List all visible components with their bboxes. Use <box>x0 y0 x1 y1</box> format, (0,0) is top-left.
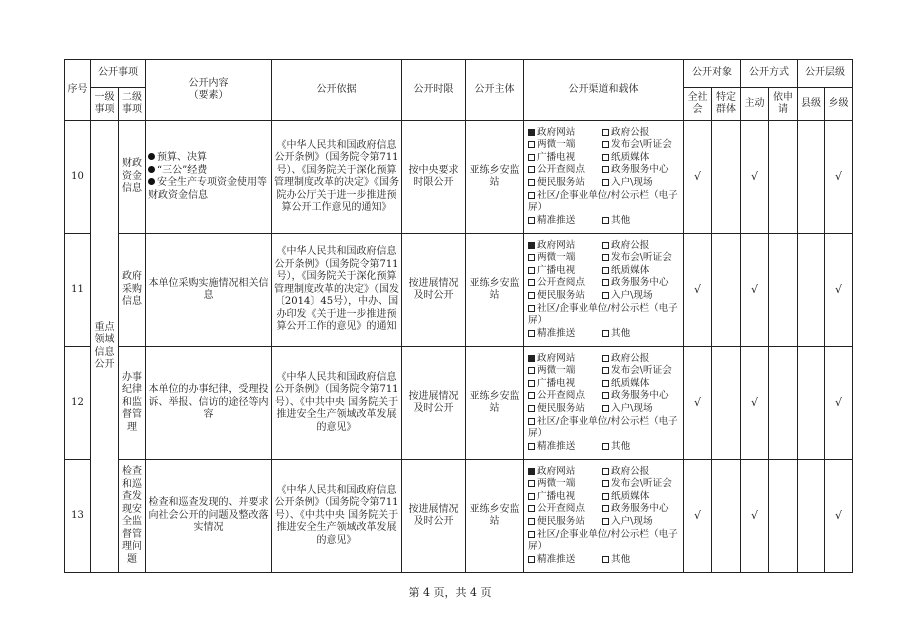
target-all-mark: √ <box>684 460 712 573</box>
target-all-mark: √ <box>684 234 712 347</box>
checkbox-icon <box>528 192 535 199</box>
channel-option: 其他 <box>602 554 681 567</box>
checkbox-icon <box>602 254 609 261</box>
channel-option: 两微一端 <box>528 139 600 152</box>
channel-option: 社区/企事业单位/村公示栏（电子屏） <box>528 528 678 553</box>
channel-option: 两微一端 <box>528 478 600 491</box>
level1-item: 重点领域信息公开 <box>91 121 119 573</box>
checkbox-icon <box>602 556 609 563</box>
channel-option: 政务服务中心 <box>602 277 681 290</box>
channel-option: 政府公报 <box>602 127 681 140</box>
bullet-dot-icon <box>148 153 155 160</box>
basis-cell: 《中华人民共和国政府信息公开条例》（国务院令第711号），《国务院关于深化预算管理制度改革的决定》（国发〔2014〕45号），中办、国办印发《关于进一步推进预算公开工作的意见》的通知 <box>272 234 402 347</box>
method-active-mark: √ <box>741 234 769 347</box>
channel-option: 公开查阅点 <box>528 164 600 177</box>
basis-cell: 《中华人民共和国政府信息公开条例》（国务院令第711号）、《国务院关于深化预算管理制度改革的决定》《国务院办公厅关于进一步推进预算公开工作意见的通知》 <box>272 121 402 234</box>
checkbox-icon <box>528 531 535 538</box>
channel-option: 精准推送 <box>528 215 600 228</box>
channel-option: 发布会\听证会 <box>602 478 681 491</box>
header-method-apply: 依申请 <box>769 88 798 121</box>
channel-option: 政务服务中心 <box>602 503 681 516</box>
row-number: 10 <box>65 121 91 234</box>
row-number: 13 <box>65 460 91 573</box>
checkbox-icon <box>528 518 535 525</box>
channel-option: 纸质媒体 <box>602 265 681 278</box>
channel-option: 政府公报 <box>602 466 681 479</box>
header-level-township: 乡级 <box>825 88 853 121</box>
method-active-mark: √ <box>741 460 769 573</box>
level-county-mark <box>798 121 825 234</box>
checkbox-icon <box>602 392 609 399</box>
header-level2: 二级事项 <box>119 88 146 121</box>
channel-option: 广播电视 <box>528 265 600 278</box>
checkbox-icon <box>602 367 609 374</box>
checkbox-icon <box>528 367 535 374</box>
checkbox-icon <box>528 480 535 487</box>
channel-option: 政府网站 <box>528 466 600 479</box>
subject-cell: 亚练乡安监站 <box>466 347 524 460</box>
channel-option: 政府公报 <box>602 353 681 366</box>
checkbox-icon <box>528 305 535 312</box>
channel-option: 广播电视 <box>528 491 600 504</box>
channel-option: 政务服务中心 <box>602 164 681 177</box>
checkbox-icon <box>602 468 609 475</box>
channel-list <box>526 240 681 341</box>
row-number: 12 <box>65 347 91 460</box>
target-specific-mark <box>712 347 741 460</box>
header-target-specific: 特定群体 <box>712 88 741 121</box>
channel-option: 入户\现场 <box>602 403 681 416</box>
checkbox-icon <box>602 129 609 136</box>
level-township-mark: √ <box>825 234 853 347</box>
checkbox-icon <box>528 279 535 286</box>
channel-option: 纸质媒体 <box>602 152 681 165</box>
header-basis: 公开依据 <box>272 60 402 121</box>
checkbox-icon <box>602 154 609 161</box>
checkbox-icon <box>602 405 609 412</box>
channel-option: 发布会\听证会 <box>602 252 681 265</box>
bullet-dot-icon <box>148 166 155 173</box>
channel-option: 入户\现场 <box>602 516 681 529</box>
channel-option: 公开查阅点 <box>528 277 600 290</box>
table-row <box>65 121 853 234</box>
checked-box-icon <box>528 468 535 475</box>
level2-item: 财政资金信息 <box>119 121 146 234</box>
channel-option: 精准推送 <box>528 441 600 454</box>
checked-box-icon <box>528 242 535 249</box>
checkbox-icon <box>528 493 535 500</box>
checkbox-icon <box>602 179 609 186</box>
checkbox-icon <box>528 418 535 425</box>
channel-option: 两微一端 <box>528 365 600 378</box>
checkbox-icon <box>528 267 535 274</box>
checkbox-icon <box>602 330 609 337</box>
time-limit-cell: 按中央要求时限公开 <box>402 121 466 234</box>
checkbox-icon <box>602 267 609 274</box>
target-specific-mark <box>712 460 741 573</box>
channel-list <box>526 127 681 228</box>
target-all-mark: √ <box>684 121 712 234</box>
table-row <box>65 234 853 347</box>
method-apply-mark <box>769 347 798 460</box>
level-township-mark: √ <box>825 460 853 573</box>
checkbox-icon <box>602 217 609 224</box>
checkbox-icon <box>602 292 609 299</box>
channels-cell <box>524 460 684 573</box>
channel-option: 政府公报 <box>602 240 681 253</box>
channel-option: 两微一端 <box>528 252 600 265</box>
target-specific-mark <box>712 234 741 347</box>
channel-option: 纸质媒体 <box>602 378 681 391</box>
checkbox-icon <box>528 254 535 261</box>
checkbox-icon <box>602 141 609 148</box>
checkbox-icon <box>528 330 535 337</box>
target-specific-mark <box>712 121 741 234</box>
channel-list <box>526 466 681 567</box>
channel-option: 其他 <box>602 441 681 454</box>
checkbox-icon <box>528 443 535 450</box>
checkbox-icon <box>602 279 609 286</box>
page-footer: 第 4 页，共 4 页 <box>408 586 492 599</box>
checkbox-icon <box>528 179 535 186</box>
content-cell <box>146 121 272 234</box>
content-cell: 检查和巡查发现的、并要求向社会公开的问题及整改落实情况 <box>146 460 272 573</box>
method-apply-mark <box>769 460 798 573</box>
target-all-mark: √ <box>684 347 712 460</box>
channel-option: 社区/企事业单位/村公示栏（电子屏） <box>528 302 678 327</box>
checkbox-icon <box>602 505 609 512</box>
level-county-mark <box>798 347 825 460</box>
content-cell: 本单位的办事纪律，受理投诉、举报、信访的途径等内容 <box>146 347 272 460</box>
header-content: 公开内容（要素） <box>146 60 272 121</box>
header-level-county: 县级 <box>798 88 825 121</box>
channel-option: 发布会\听证会 <box>602 139 681 152</box>
channel-option: 政府网站 <box>528 240 600 253</box>
channel-option: 入户\现场 <box>602 290 681 303</box>
channel-option: 社区/企事业单位/村公示栏（电子屏） <box>528 189 678 214</box>
level-township-mark: √ <box>825 347 853 460</box>
content-bullet: 安全生产专项资金使用等财政资金信息 <box>148 177 267 201</box>
channel-option: 精准推送 <box>528 554 600 567</box>
checkbox-icon <box>602 480 609 487</box>
channel-option: 其他 <box>602 328 681 341</box>
header-level: 公开层级 <box>798 60 853 88</box>
checkbox-icon <box>528 166 535 173</box>
header-time-limit: 公开时限 <box>402 60 466 121</box>
channel-option: 入户\现场 <box>602 177 681 190</box>
checkbox-icon <box>602 493 609 500</box>
channel-option: 便民服务站 <box>528 177 600 190</box>
checkbox-icon <box>528 380 535 387</box>
content-bullet: “三公”经费 <box>148 165 269 178</box>
time-limit-cell: 按进展情况及时公开 <box>402 234 466 347</box>
disclosure-table <box>64 59 853 573</box>
header-target: 公开对象 <box>684 60 741 88</box>
checkbox-icon <box>602 355 609 362</box>
channel-list <box>526 353 681 454</box>
method-active-mark: √ <box>741 121 769 234</box>
checkbox-icon <box>602 443 609 450</box>
table-row <box>65 347 853 460</box>
checkbox-icon <box>528 217 535 224</box>
header-method: 公开方式 <box>741 60 798 88</box>
checkbox-icon <box>528 505 535 512</box>
channel-option: 政府网站 <box>528 127 600 140</box>
time-limit-cell: 按进展情况及时公开 <box>402 460 466 573</box>
subject-cell: 亚练乡安监站 <box>466 460 524 573</box>
level-township-mark: √ <box>825 121 853 234</box>
basis-cell: 《中华人民共和国政府信息公开条例》（国务院令第711号）、《中共中央 国务院关于推进安全生产领域改革发展的意见》 <box>272 347 402 460</box>
channel-option: 政府网站 <box>528 353 600 366</box>
checkbox-icon <box>528 392 535 399</box>
level2-item: 办事纪律和监督管理 <box>119 347 146 460</box>
bullet-dot-icon <box>148 178 155 185</box>
header-channels: 公开渠道和载体 <box>524 60 684 121</box>
checkbox-icon <box>528 556 535 563</box>
channel-option: 广播电视 <box>528 152 600 165</box>
channel-option: 政务服务中心 <box>602 390 681 403</box>
basis-cell: 《中华人民共和国政府信息公开条例》（国务院令第711号）、《中共中央 国务院关于推进安全生产领域改革发展的意见》 <box>272 460 402 573</box>
content-cell: 本单位采购实施情况相关信息 <box>146 234 272 347</box>
channel-option: 纸质媒体 <box>602 491 681 504</box>
channel-option: 便民服务站 <box>528 403 600 416</box>
checkbox-icon <box>528 141 535 148</box>
channel-option: 其他 <box>602 215 681 228</box>
header-seq: 序号 <box>65 60 91 121</box>
channels-cell <box>524 347 684 460</box>
checkbox-icon <box>602 242 609 249</box>
header-target-all: 全社会 <box>684 88 712 121</box>
checkbox-icon <box>602 518 609 525</box>
checkbox-icon <box>602 166 609 173</box>
content-bullet: 预算、决算 <box>148 152 269 165</box>
level-county-mark <box>798 460 825 573</box>
channel-option: 便民服务站 <box>528 516 600 529</box>
channel-option: 精准推送 <box>528 328 600 341</box>
channel-option: 公开查阅点 <box>528 503 600 516</box>
checked-box-icon <box>528 355 535 362</box>
checkbox-icon <box>528 154 535 161</box>
checkbox-icon <box>528 405 535 412</box>
subject-cell: 亚练乡安监站 <box>466 234 524 347</box>
method-active-mark: √ <box>741 347 769 460</box>
header-level1: 一级事项 <box>91 88 119 121</box>
channel-option: 广播电视 <box>528 378 600 391</box>
subject-cell: 亚练乡安监站 <box>466 121 524 234</box>
channel-option: 公开查阅点 <box>528 390 600 403</box>
channels-cell <box>524 234 684 347</box>
row-number: 11 <box>65 234 91 347</box>
checkbox-icon <box>528 292 535 299</box>
header-matter: 公开事项 <box>91 60 146 88</box>
level-county-mark <box>798 234 825 347</box>
level2-item: 政府采购信息 <box>119 234 146 347</box>
checked-box-icon <box>528 129 535 136</box>
header-subject: 公开主体 <box>466 60 524 121</box>
channel-option: 社区/企事业单位/村公示栏（电子屏） <box>528 415 678 440</box>
table-row <box>65 460 853 573</box>
time-limit-cell: 按进展情况及时公开 <box>402 347 466 460</box>
channel-option: 发布会\听证会 <box>602 365 681 378</box>
channel-option: 便民服务站 <box>528 290 600 303</box>
method-apply-mark <box>769 121 798 234</box>
checkbox-icon <box>602 380 609 387</box>
level2-item: 检查和巡查发现安全监督管理问题 <box>119 460 146 573</box>
channels-cell <box>524 121 684 234</box>
header-method-active: 主动 <box>741 88 769 121</box>
method-apply-mark <box>769 234 798 347</box>
